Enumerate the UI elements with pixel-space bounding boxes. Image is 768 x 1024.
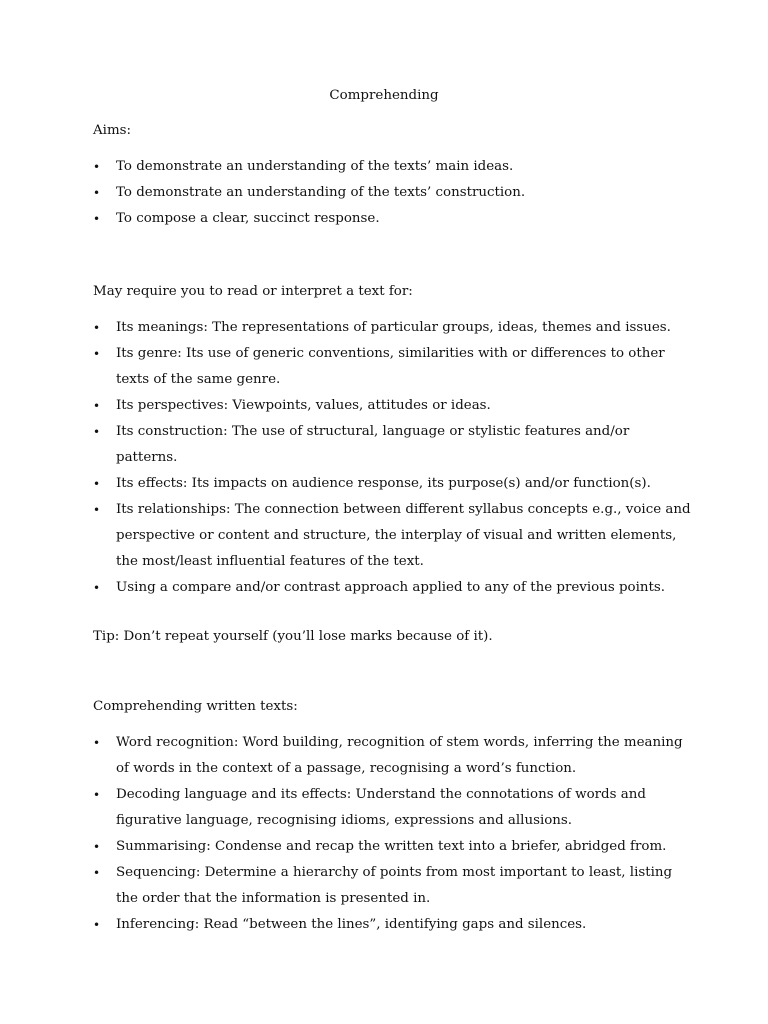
list-item-text: Its genre: Its use of generic conventions, similarities with or differences to other texts of the same genre. [116,346,665,387]
bullet-icon [93,154,103,180]
bullet-icon [93,912,103,938]
written-heading: Comprehending written texts: [93,699,298,714]
aims-list [93,154,693,232]
interpret-list [93,315,693,601]
list-item-text: Its meanings: The representations of particular groups, ideas, themes and issues. [116,320,671,335]
bullet-icon [93,834,103,860]
bullet-icon [93,497,103,523]
list-item [93,782,693,834]
written-list [93,730,693,938]
bullet-icon [93,575,103,601]
list-item-text: To demonstrate an understanding of the texts’ main ideas. [116,159,514,174]
list-item-text: To compose a clear, succinct response. [116,211,380,226]
bullet-icon [93,393,103,419]
list-item-text: Its effects: Its impacts on audience response, its purpose(s) and/or function(s). [116,476,651,491]
list-item-text: Sequencing: Determine a hierarchy of points from most important to least, listing the order that the information is presented in. [116,865,673,906]
list-item [93,341,693,393]
tip-text: Tip: Don’t repeat yourself (you’ll lose marks because of it). [93,629,493,644]
list-item [93,419,693,471]
list-item [93,180,693,206]
bullet-icon [93,180,103,206]
list-item [93,730,693,782]
list-item [93,154,693,180]
list-item-text: Its perspectives: Viewpoints, values, attitudes or ideas. [116,398,491,413]
list-item [93,393,693,419]
list-item-text: Its relationships: The connection between different syllabus concepts e.g., voice and perspective or content and structure, the interplay of visual and written elements, the most/least influential features of the text. [116,502,691,569]
list-item [93,206,693,232]
bullet-icon [93,471,103,497]
bullet-icon [93,730,103,756]
list-item [93,315,693,341]
list-item [93,912,693,938]
bullet-icon [93,782,103,808]
list-item-text: Using a compare and/or contrast approach applied to any of the previous points. [116,580,665,595]
list-item [93,575,693,601]
list-item-text: Summarising: Condense and recap the written text into a briefer, abridged from. [116,839,667,854]
list-item-text: Its construction: The use of structural, language or stylistic features and/or patterns. [116,424,630,465]
document-title: Comprehending [329,88,439,103]
list-item [93,834,693,860]
aims-heading: Aims: [93,123,132,138]
list-item-text: To demonstrate an understanding of the texts’ construction. [116,185,526,200]
bullet-icon [93,860,103,886]
bullet-icon [93,206,103,232]
list-item [93,860,693,912]
interpret-heading: May require you to read or interpret a text for: [93,284,413,299]
list-item [93,471,693,497]
bullet-icon [93,419,103,445]
list-item-text: Word recognition: Word building, recognition of stem words, inferring the meaning of words in the context of a passage, recognising a word’s function. [116,735,683,776]
list-item [93,497,693,575]
list-item-text: Decoding language and its effects: Understand the connotations of words and figurative language, recognising idioms, expressions and allusions. [116,787,646,828]
list-item-text: Inferencing: Read “between the lines”, identifying gaps and silences. [116,917,587,932]
bullet-icon [93,315,103,341]
bullet-icon [93,341,103,367]
